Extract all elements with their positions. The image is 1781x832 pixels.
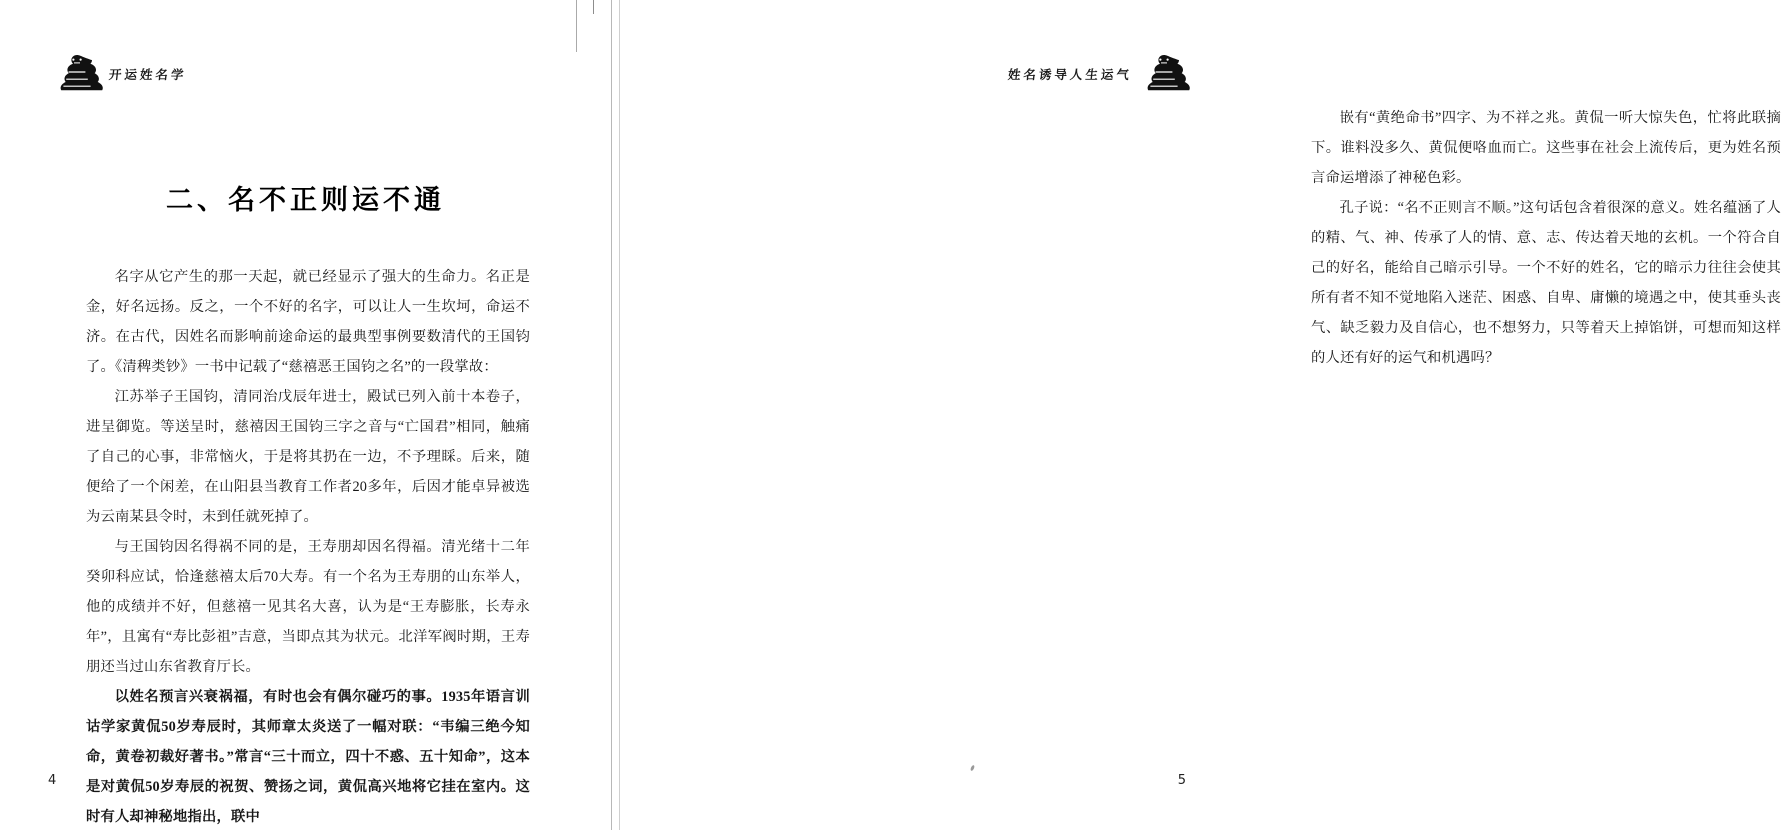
paragraph: 名字从它产生的那一天起，就已经显示了强大的生命力。名正是金，好名远扬。反之，一个不好的名字，可以让人一生坎坷，命运不济。在古代，因姓名而影响前途命运的最典型事例要数清代的王国钧了。《清稗类钞》一书中记载了“慈禧恶王国钧之名”的一段掌故： — [86, 269, 530, 375]
left-page-body — [86, 262, 530, 832]
paragraph: 与王国钧因名得祸不同的是，王寿朋却因名得福。清光绪十二年癸卯科应试，恰逢慈禧太后70大寿。有一个名为王寿朋的山东举人，他的成绩并不好，但慈禧一见其名大喜，认为是“王寿膨胀，长寿永年”，且寓有“寿比彭祖”吉意，当即点其为状元。北洋军阀时期，王寿朋还当过山东省教育厅长。 — [86, 539, 530, 675]
right-page-folio: 5 — [1177, 773, 1186, 788]
left-running-head-title: 开运姓名学 — [108, 67, 188, 82]
seated-figure-emblem-icon — [1142, 52, 1186, 96]
paragraph: 嵌有“黄绝命书”四字、为不祥之兆。黄侃一听大惊失色，忙将此联摘下。谁料没多久、黄侃便咯血而亡。这些事在社会上流传后，更为姓名预言命运增添了神秘色彩。 — [1311, 110, 1781, 186]
left-page — [0, 0, 611, 830]
paragraph: 以姓名预言兴衰祸福，有时也会有偶尔碰巧的事。1935年语言训诂学家黄侃50岁寿辰时，其师章太炎送了一幅对联：“韦编三绝今知命，黄卷初裁好著书。”常言“三十而立，四十不惑、五十知命”，这本是对黄侃50岁寿辰的祝贺、赞扬之词，黄侃高兴地将它挂在室内。这时有人却神秘地指出，联中 — [86, 689, 530, 825]
paragraph: 江苏举子王国钧，清同治戊辰年进士，殿试已列入前十本卷子，进呈御览。等送呈时，慈禧因王国钧三字之音与“亡国君”相同，触痛了自己的心事，非常恼火，于是将其扔在一边，不予理睬。后来，随便给了一个闲差，在山阳县当教育工作者20多年，后因才能卓异被选为云南某县令时，未到任就死掉了。 — [86, 389, 530, 525]
left-page-folio: 4 — [48, 773, 57, 788]
scan-edge-mark — [593, 0, 594, 14]
right-running-head — [1008, 52, 1186, 96]
right-running-head-title: 姓名诱导人生运气 — [1007, 67, 1133, 82]
page-title: 二、名不正则运不通 — [166, 185, 445, 216]
right-page — [611, 0, 1781, 830]
seated-figure-emblem-icon — [55, 52, 99, 96]
paragraph: 孔子说：“名不正则言不顺。”这句话包含着很深的意义。姓名蕴涵了人的精、气、神、传承了人的情、意、志、传达着天地的玄机。一个符合自己的好名，能给自己暗示引导。一个不好的姓名，它的暗示力往往会使其所有者不知不觉地陷入迷茫、困惑、自卑、庸懒的境遇之中，使其垂头丧气、缺乏毅力及自信心，也不想努力，只等着天上掉馅饼，可想而知这样的人还有好的运气和机遇吗？ — [1311, 200, 1781, 366]
scan-edge-mark — [576, 0, 577, 52]
scan-speck — [970, 765, 975, 772]
left-running-head — [55, 52, 187, 96]
right-page-body — [1311, 103, 1781, 373]
